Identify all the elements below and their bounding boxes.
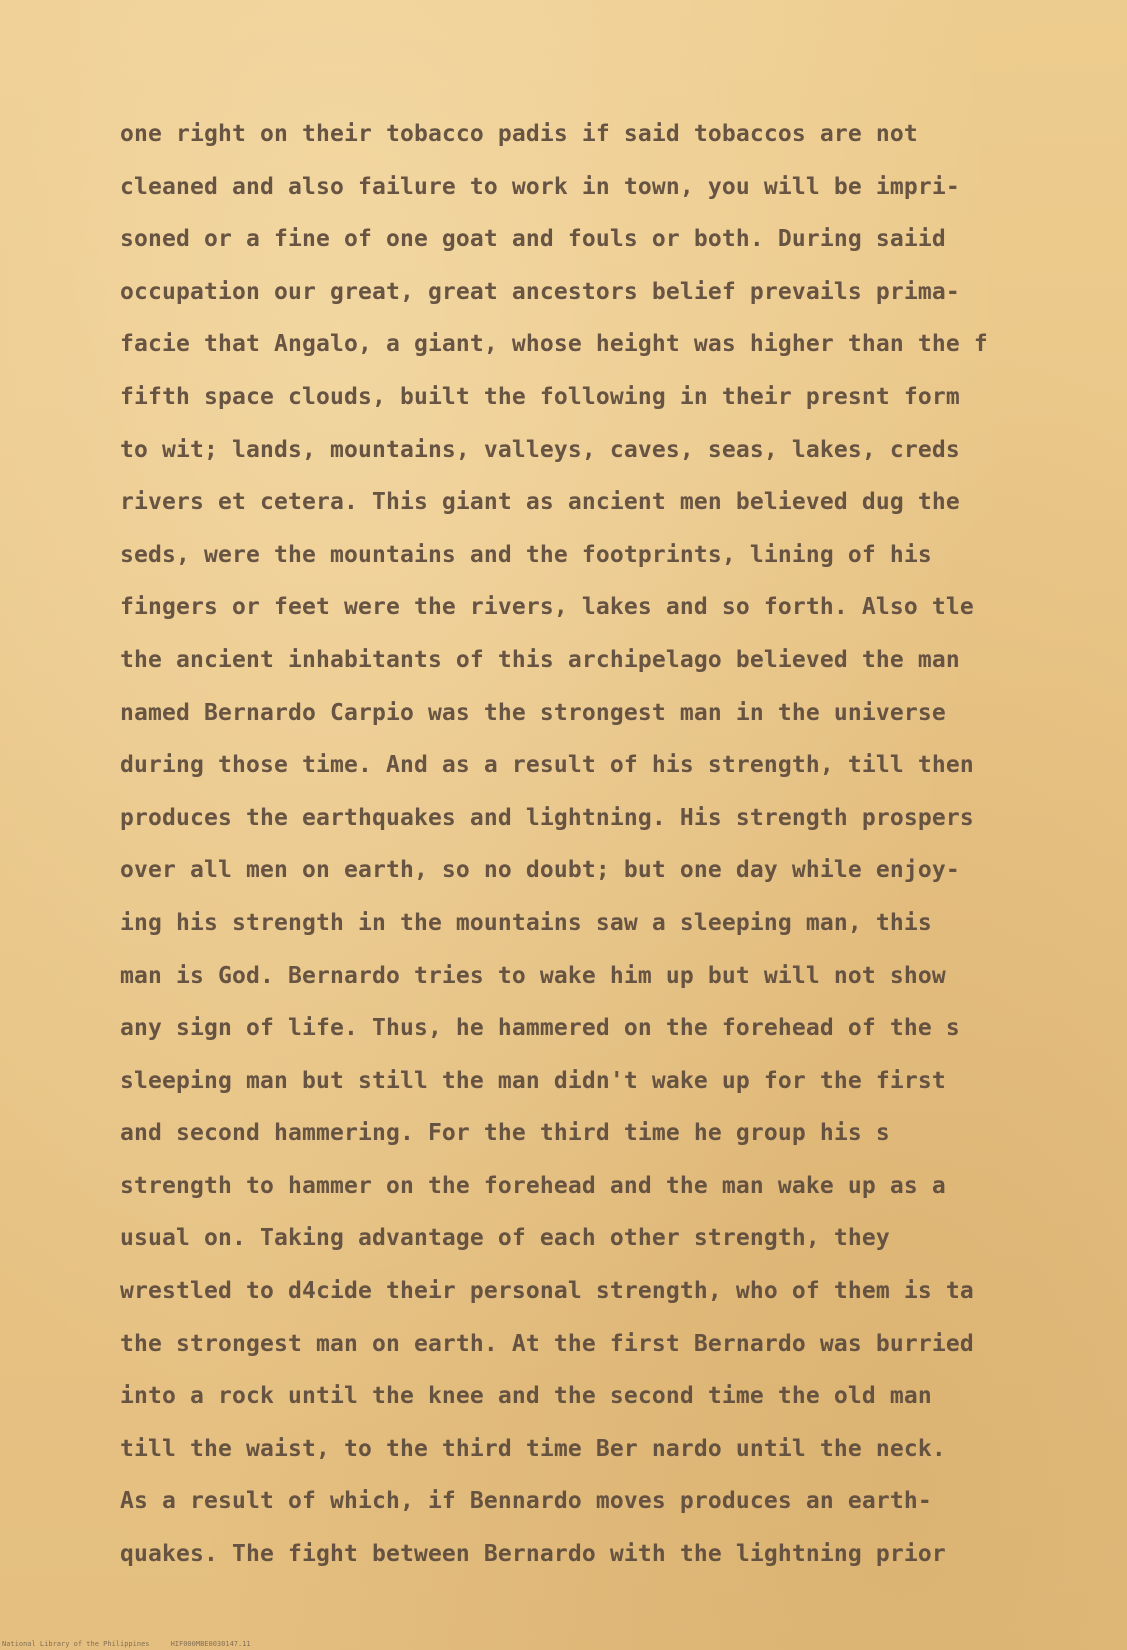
text-line: into a rock until the knee and the second time the old man bbox=[120, 1383, 932, 1410]
text-line: man is God. Bernardo tries to wake him up but will not show bbox=[120, 962, 946, 989]
text-line: over all men on earth, so no doubt; but one day while enjoy- bbox=[120, 857, 960, 884]
text-line: one right on their tobacco padis if said tobaccos are not bbox=[120, 121, 918, 147]
typewritten-text-body bbox=[120, 116, 1120, 1589]
text-line: fingers or feet were the rivers, lakes and so forth. Also tle bbox=[120, 594, 974, 621]
text-line: strength to hammer on the forehead and the man wake up as a bbox=[120, 1172, 946, 1199]
text-line: any sign of life. Thus, he hammered on the forehead of the s bbox=[120, 1015, 960, 1042]
archive-footer: National Library of the Philippines HIF000MBE0030147.11 bbox=[2, 1640, 251, 1648]
text-line: occupation our great, great ancestors belief prevails prima- bbox=[120, 278, 960, 305]
text-line: sleeping man but still the man didn't wake up for the first bbox=[120, 1067, 946, 1094]
text-line: during those time. And as a result of his strength, till then bbox=[120, 752, 974, 779]
text-line: As a result of which, if Bennardo moves produces an earth- bbox=[120, 1488, 932, 1515]
text-line: seds, were the mountains and the footprints, lining of his bbox=[120, 541, 932, 568]
text-line: wrestled to d4cide their personal strength, who of them is ta bbox=[120, 1278, 974, 1305]
text-line: usual on. Taking advantage of each other strength, they bbox=[120, 1225, 890, 1252]
text-line: ing his strength in the mountains saw a sleeping man, this bbox=[120, 909, 932, 936]
text-line: cleaned and also failure to work in town, you will be impri- bbox=[120, 173, 960, 200]
text-line: soned or a fine of one goat and fouls or both. During saiid bbox=[120, 226, 946, 253]
text-line: quakes. The fight between Bernardo with the lightning prior bbox=[120, 1541, 946, 1568]
text-line: produces the earthquakes and lightning. His strength prospers bbox=[120, 804, 974, 831]
text-line: the ancient inhabitants of this archipelago believed the man bbox=[120, 646, 960, 673]
text-line: named Bernardo Carpio was the strongest man in the universe bbox=[120, 699, 946, 726]
text-line: facie that Angalo, a giant, whose height was higher than the f bbox=[120, 331, 988, 358]
text-line: fifth space clouds, built the following in their presnt form bbox=[120, 383, 960, 410]
text-line: to wit; lands, mountains, valleys, caves, seas, lakes, creds bbox=[120, 436, 960, 463]
text-line: till the waist, to the third time Ber nardo until the neck. bbox=[120, 1435, 946, 1462]
text-line: the strongest man on earth. At the first Bernardo was burried bbox=[120, 1330, 974, 1357]
text-line: rivers et cetera. This giant as ancient men believed dug the bbox=[120, 489, 960, 516]
text-line: and second hammering. For the third time he group his s bbox=[120, 1120, 890, 1147]
